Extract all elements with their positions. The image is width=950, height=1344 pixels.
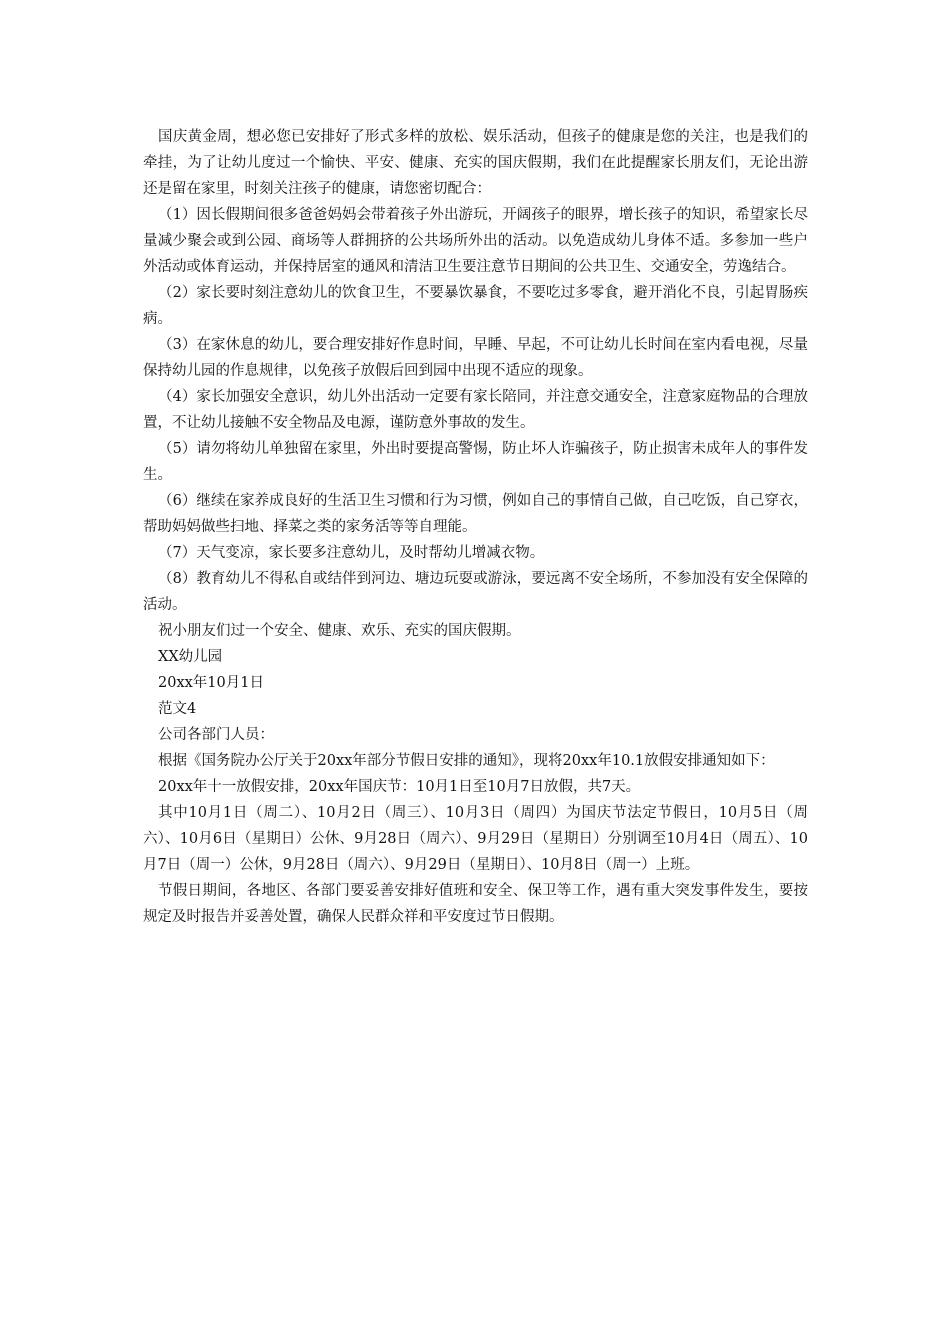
- paragraph-intro: 国庆黄金周，想必您已安排好了形式多样的放松、娱乐活动，但孩子的健康是您的关注，也是我们的牵挂，为了让幼儿度过一个愉快、平安、健康、充实的国庆假期，我们在此提醒家长朋友们，无论出游还是留在家里，时刻关注孩子的健康，请您密切配合：: [143, 129, 808, 197]
- paragraph-item-2: （2）家长要时刻注意幼儿的饮食卫生，不要暴饮暴食，不要吃过多零食，避开消化不良，引起胃肠疾病。: [143, 285, 808, 327]
- notice-duty-reminder: 节假日期间，各地区、各部门要妥善安排好值班和安全、保卫等工作，遇有重大突发事件发生，要按规定及时报告并妥善处置，确保人民群众祥和平安度过节日假期。: [143, 883, 808, 925]
- paragraph-item-6: （6）继续在家养成良好的生活卫生习惯和行为习惯，例如自己的事情自己做，自己吃饭，自己穿衣，帮助妈妈做些扫地、择菜之类的家务活等等自理能。: [143, 493, 808, 535]
- signature-date: 20xx年10月1日: [158, 675, 264, 691]
- paragraph-item-8: （8）教育幼儿不得私自或结伴到河边、塘边玩耍或游泳，要远离不安全场所，不参加没有安全保障的活动。: [143, 571, 808, 613]
- paragraph-item-5: （5）请勿将幼儿单独留在家里，外出时要提高警惕，防止坏人诈骗孩子，防止损害未成年人的事件发生。: [143, 441, 808, 483]
- signature-kindergarten: XX幼儿园: [158, 649, 223, 665]
- paragraph-item-1: （1）因长假期间很多爸爸妈妈会带着孩子外出游玩，开阔孩子的眼界，增长孩子的知识，希望家长尽量减少聚会或到公园、商场等人群拥挤的公共场所外出的活动。以免造成幼儿身体不适。多参加一些户外活动或体育运动，并保持居室的通风和清洁卫生要注意节日期间的公共卫生、交通安全，劳逸结合。: [143, 207, 808, 275]
- section-heading-sample-4: 范文4: [158, 701, 197, 717]
- document-body: [143, 124, 808, 930]
- paragraph-closing-wish: 祝小朋友们过一个安全、健康、欢乐、充实的国庆假期。: [158, 623, 521, 639]
- notice-holiday-span: 20xx年十一放假安排，20xx年国庆节：10月1日至10月7日放假，共7天。: [158, 779, 641, 795]
- notice-schedule-details: 其中10月1日（周二）、10月2日（周三）、10月3日（周四）为国庆节法定节假日，10月5日（周六）、10月6日（星期日）公休、9月28日（周六）、9月29日（星期日）分别调至10月4日（周五）、10月7日（周一）公休，9月28日（周六）、9月29日（星期日）、10月8日（周一）上班。: [143, 805, 808, 873]
- notice-salutation: 公司各部门人员：: [158, 727, 274, 743]
- paragraph-item-3: （3）在家休息的幼儿，要合理安排好作息时间，早睡、早起，不可让幼儿长时间在室内看电视，尽量保持幼儿园的作息规律，以免孩子放假后回到园中出现不适应的现象。: [143, 337, 808, 379]
- paragraph-item-4: （4）家长加强安全意识，幼儿外出活动一定要有家长陪同，并注意交通安全，注意家庭物品的合理放置，不让幼儿接触不安全物品及电源，谨防意外事故的发生。: [143, 389, 808, 431]
- notice-basis: 根据《国务院办公厅关于20xx年部分节假日安排的通知》，现将20xx年10.1放假安排通知如下：: [158, 753, 775, 769]
- paragraph-item-7: （7）天气变凉，家长要多注意幼儿，及时帮幼儿增减衣物。: [158, 545, 545, 561]
